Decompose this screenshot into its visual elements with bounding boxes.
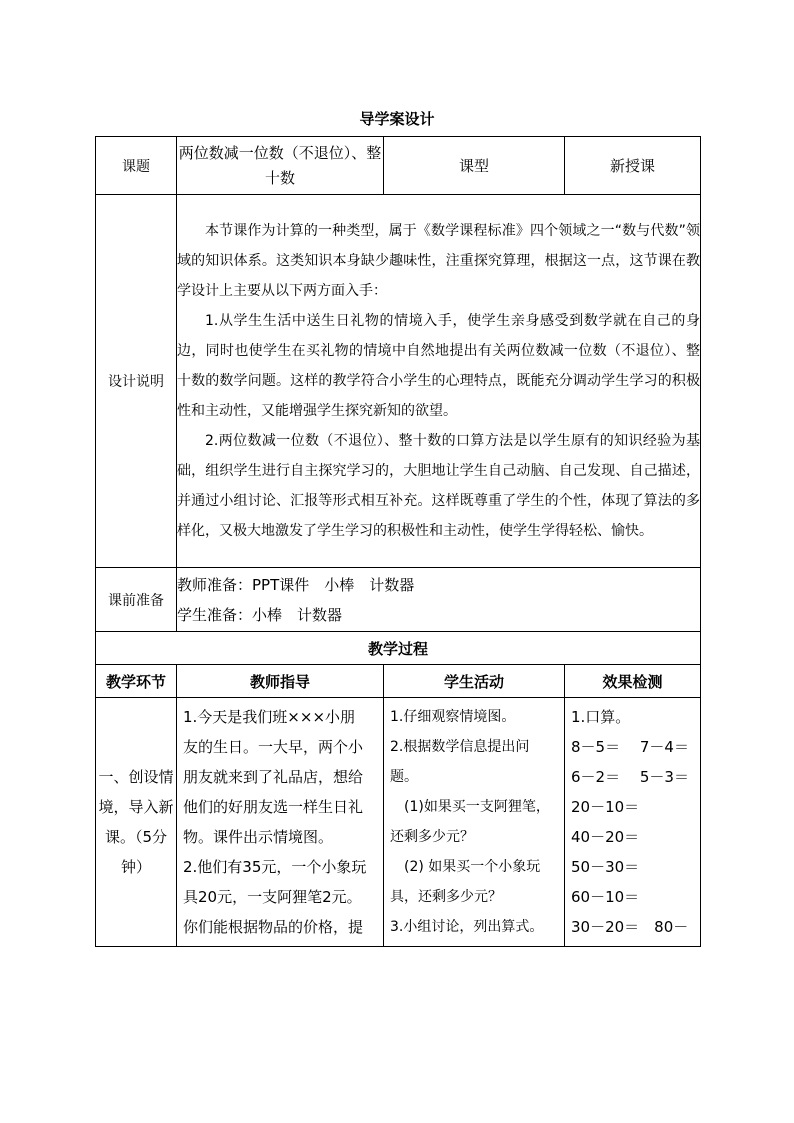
prep-label: 课前准备 (96, 568, 177, 632)
check-line: 30－20＝ 80－ (571, 918, 689, 936)
student-line: 1.仔细观察情境图。 (390, 709, 516, 725)
design-text (177, 195, 701, 568)
header-student: 学生活动 (384, 665, 565, 698)
check-line: 60－10＝ (571, 888, 640, 906)
design-paragraph-3: 2.两位数减一位数（不退位）、整十数的口算方法是以学生原有的知识经验为基础，组织学生进行自主探究学习的，大胆地让学生自己动脑、自己发现、自己描述，并通过小组讨论、汇报等形式相互补充。这样既尊重了学生的个性，体现了算法的多样化，又极大地激发了学生学习的积极性和主动性，使学生学得轻松、愉快。 (177, 433, 700, 539)
process-title: 教学过程 (96, 632, 701, 665)
prep-row (96, 568, 701, 632)
header-check: 效果检测 (565, 665, 701, 698)
teacher-line: 你们能根据物品的价格，提 (183, 918, 364, 936)
student-line: (2) 如果买一个小象玩 (390, 859, 541, 875)
student-line: 具，还剩多少元？ (390, 889, 502, 905)
student-line: 题。 (390, 769, 418, 785)
check-line: 8－5＝ 7－4＝ (571, 738, 689, 756)
student-line: (1)如果买一支阿狸笔， (390, 799, 550, 815)
topic-label: 课题 (96, 137, 177, 195)
process-row-1 (96, 698, 701, 947)
student-line: 还剩多少元？ (390, 829, 474, 845)
design-label: 设计说明 (96, 195, 177, 568)
process-title-row (96, 632, 701, 665)
design-paragraph-1: 本节课作为计算的一种类型，属于《数学课程标准》四个领域之一“数与代数”领域的知识体系。这类知识本身缺少趣味性，注重探究算理，根据这一点，这节课在教学设计上主要从以下两方面入手： (177, 223, 700, 299)
student-prep: 学生准备：小棒 计数器 (177, 605, 343, 624)
type-value: 新授课 (565, 137, 701, 195)
document-title: 导学案设计 (359, 110, 435, 128)
student-activity-cell (384, 698, 565, 947)
type-label: 课型 (384, 137, 565, 195)
header-teacher: 教师指导 (177, 665, 384, 698)
design-row (96, 195, 701, 568)
teacher-line: 2.他们有35元，一个小象玩 (183, 858, 367, 876)
topic-value: 两位数减一位数（不退位）、整十数 (177, 137, 384, 195)
teacher-line: 具20元，一支阿狸笔2元。 (183, 888, 362, 906)
teacher-guidance-cell (177, 698, 384, 947)
teacher-line: 朋友就来到了礼品店，想给 (183, 768, 364, 786)
header-stage: 教学环节 (96, 665, 177, 698)
design-paragraph-2: 1.从学生生活中送生日礼物的情境入手，使学生亲身感受到数学就在自己的身边，同时也使学生在买礼物的情境中自然地提出有关两位数减一位数（不退位）、整十数的数学问题。这样的教学符合小学生的心理特点，既能充分调动学生学习的积极性和主动性，又能增强学生探究新知的欲望。 (177, 313, 700, 419)
process-header-row (96, 665, 701, 698)
topic-row (96, 137, 701, 195)
teacher-line: 他们的好朋友选一样生日礼 (183, 798, 364, 816)
teacher-line: 物。课件出示情境图。 (183, 828, 334, 846)
teacher-prep: 教师准备：PPT课件 小棒 计数器 (177, 575, 415, 594)
lesson-plan-table (95, 136, 701, 947)
prep-text (177, 568, 701, 632)
teacher-line: 友的生日。一大早，两个小 (183, 738, 364, 756)
check-line: 40－20＝ (571, 828, 640, 846)
check-line: 20－10＝ (571, 798, 640, 816)
student-line: 3.小组讨论，列出算式。 (390, 919, 544, 935)
stage-cell: 一、创设情境，导入新课。（5分钟） (96, 698, 177, 947)
teacher-line: 1.今天是我们班×××小朋 (183, 708, 356, 726)
check-line: 1.口算。 (571, 708, 631, 726)
student-line: 2.根据数学信息提出问 (390, 739, 530, 755)
effect-check-cell (565, 698, 701, 947)
check-line: 6－2＝ 5－3＝ (571, 768, 689, 786)
check-line: 50－30＝ (571, 858, 640, 876)
